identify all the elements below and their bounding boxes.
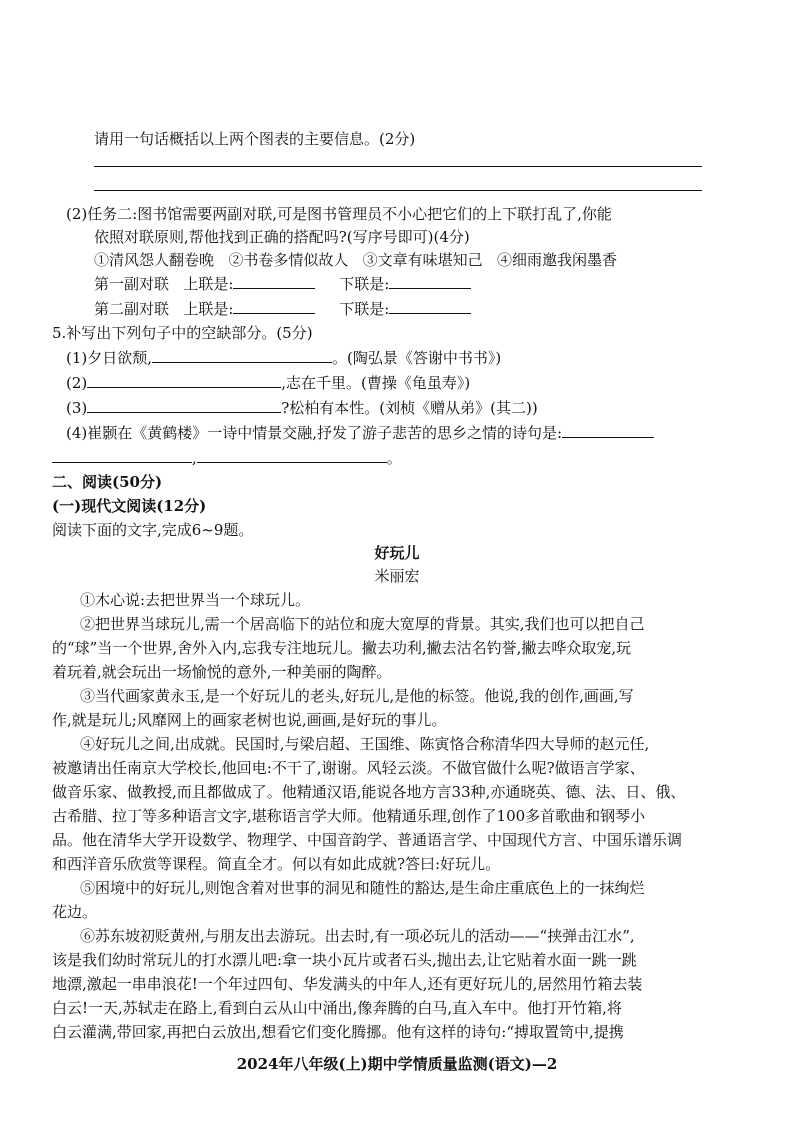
reading-instruction: 阅读下面的文字,完成6~9题。 xyxy=(52,521,254,539)
q5-s2-blank[interactable] xyxy=(87,373,281,388)
q5-s1-blank[interactable] xyxy=(152,348,332,363)
page-footer: 2024年八年级(上)期中学情质量监测(语文)—2 xyxy=(236,1055,558,1073)
article-line: 该是我们幼时常玩儿的打水漂儿吧:拿一块小瓦片或者石头,抛出去,让它贴着水面一跳一跳 xyxy=(52,951,637,969)
task2-question-line2: 依照对联原则,帮他找到正确的搭配吗?(写序号即可)(4分) xyxy=(94,228,470,246)
q5-s2-end: ,志在千里。(曹操《龟虽寿》) xyxy=(281,374,471,392)
pair1-lower-blank[interactable] xyxy=(389,274,471,289)
pair1-lower-label: 下联是: xyxy=(339,275,390,293)
reading-section-title: 二、阅读(50分) xyxy=(52,473,163,491)
article-line: 白云!一天,苏轼走在路上,看到白云从山中涌出,像奔腾的白马,直入车中。他打开竹箱,将 xyxy=(52,999,622,1017)
q5-s1-start: (1)夕日欲颓, xyxy=(66,349,153,367)
summary-question: 请用一句话概括以上两个图表的主要信息。(2分) xyxy=(94,130,416,148)
q5-sentence-4 xyxy=(66,422,654,444)
q5-s1-end: 。(陶弘景《答谢中书书》) xyxy=(332,349,502,367)
couplet-option-2: ②书卷多情似故人 xyxy=(228,251,349,269)
q5-sentence-1 xyxy=(66,347,501,369)
article-line: ⑤困境中的好玩儿,则饱含着对世事的洞见和随性的豁达,是生命庄重底色上的一抹绚烂 xyxy=(80,879,645,897)
couplet-option-4: ④细雨邀我闲墨香 xyxy=(496,251,617,269)
couplet-option-1: ①清风怨人翻卷晚 xyxy=(94,251,215,269)
q5-sentence-3 xyxy=(66,397,538,419)
pair2-upper-blank[interactable] xyxy=(233,299,315,314)
answer-line-1[interactable] xyxy=(94,166,702,167)
article-line: 品。他在清华大学开设数学、物理学、中国音韵学、普通语言学、中国现代方言、中国乐谱乐调 xyxy=(52,831,683,849)
pair2-lower-label: 下联是: xyxy=(339,300,390,318)
q5-s4-blank-1[interactable] xyxy=(562,423,654,438)
article-line: 作,就是玩儿;风靡网上的画家老树也说,画画,是好玩的事儿。 xyxy=(52,711,447,729)
pair1-upper-label: 上联是: xyxy=(183,275,234,293)
q5-s3-start: (3) xyxy=(66,399,88,417)
article-line: 古希腊、拉丁等多种语言文字,堪称语言学大师。他精通乐理,创作了100多首歌曲和钢琴小 xyxy=(52,807,646,825)
couplet-options xyxy=(94,249,617,271)
task2-question-line1: (2)任务二:图书馆需要两副对联,可是图书管理员不小心把它们的上下联打乱了,你能 xyxy=(66,205,612,223)
article-line: ⑥苏东坡初贬黄州,与朋友出去游玩。出去时,有一项必玩儿的活动——“挟弹击江水”, xyxy=(80,927,635,945)
article-line: 地漂,激起一串串浪花!一个年过四旬、华发满头的中年人,还有更好玩儿的,居然用竹箱去装 xyxy=(52,975,643,993)
q5-s4-blank-2[interactable] xyxy=(52,448,192,463)
q5-title: 5.补写出下列句子中的空缺部分。(5分) xyxy=(52,324,313,342)
q5-s4-blank-3[interactable] xyxy=(197,448,387,463)
pair2-lower-blank[interactable] xyxy=(389,299,471,314)
pair1-upper-blank[interactable] xyxy=(233,274,315,289)
q5-sentence-2 xyxy=(66,372,470,394)
q5-s4-end: 。 xyxy=(386,449,402,467)
q5-s4-text: (4)崔颢在《黄鹤楼》一诗中情景交融,抒发了游子悲苦的思乡之情的诗句是: xyxy=(66,424,563,442)
article-line: ②把世界当球玩儿,需一个居高临下的站位和庞大宽厚的背景。其实,我们也可以把自己 xyxy=(80,615,645,633)
article-line: 白云灌满,带回家,再把白云放出,想看它们变化腾挪。他有这样的诗句:“搏取置笥中,提携 xyxy=(52,1023,624,1041)
q5-s3-end: ?松柏有本性。(刘桢《赠从弟》(其二)) xyxy=(281,399,538,417)
pair1-label: 第一副对联 xyxy=(94,275,170,293)
pair2-upper-label: 上联是: xyxy=(183,300,234,318)
q5-s2-start: (2) xyxy=(66,374,88,392)
reading-subsection-title: (一)现代文阅读(12分) xyxy=(52,497,207,515)
article-line: 的“球”当一个世界,舍外入内,忘我专注地玩儿。撇去功利,撇去沽名钓誉,撇去哗众取宠,玩 xyxy=(52,639,632,657)
article-line: ①木心说:去把世界当一个球玩儿。 xyxy=(80,591,311,609)
couplet-pair-1 xyxy=(94,273,471,295)
couplet-option-3: ③文章有味堪知己 xyxy=(362,251,483,269)
article-line: 着玩着,就会玩出一场愉悦的意外,一种美丽的陶醉。 xyxy=(52,663,392,681)
article-title: 好玩儿 xyxy=(374,544,420,562)
article-line: 和西洋音乐欣赏等课程。简直全才。何以有如此成就?答曰:好玩儿。 xyxy=(52,855,501,873)
article-author: 米丽宏 xyxy=(374,567,420,585)
q5-sentence-4-cont xyxy=(52,447,402,469)
article-line: ④好玩儿之间,出成就。民国时,与梁启超、王国维、陈寅恪合称清华四大导师的赵元任, xyxy=(80,735,650,753)
article-line: 花边。 xyxy=(52,903,98,921)
pair2-label: 第二副对联 xyxy=(94,300,170,318)
q5-s3-blank[interactable] xyxy=(87,398,281,413)
article-line: 做音乐家、做教授,而且都做成了。他精通汉语,能说各地方言33种,亦通晓英、德、法、日、俄、 xyxy=(52,783,686,801)
answer-line-2[interactable] xyxy=(94,190,702,191)
article-line: 被邀请出任南京大学校长,他回电:不干了,谢谢。风轻云淡。不做官做什么呢?做语言学家、 xyxy=(52,759,645,777)
couplet-pair-2 xyxy=(94,298,471,320)
article-line: ③当代画家黄永玉,是一个好玩儿的老头,好玩儿,是他的标签。他说,我的创作,画画,写 xyxy=(80,687,634,705)
q5-s4-comma: , xyxy=(192,449,197,467)
